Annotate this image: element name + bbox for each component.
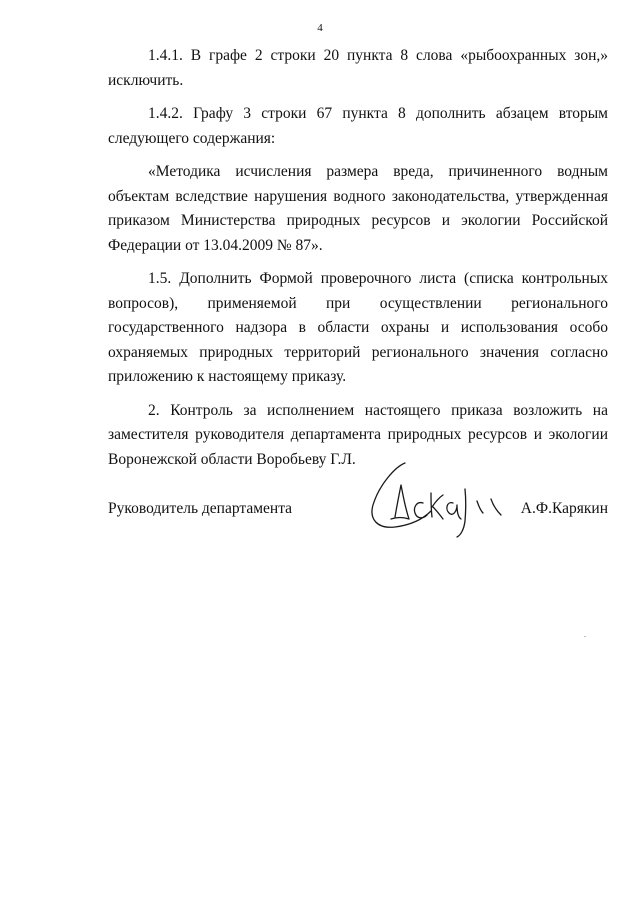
signatory-name: А.Ф.Карякин <box>520 500 608 517</box>
paragraph-methodology-quote: «Методика исчисления размера вреда, причиненного водным объектам вследствие нарушения водного законодательства, утвержденная приказом Министерства природных ресурсов и экологии Российской Федерации от 13.04.2009 № 87». <box>108 163 608 254</box>
signatory-position: Руководитель департамента <box>108 500 293 517</box>
scan-speck <box>584 636 586 637</box>
page-number: 4 <box>317 22 323 34</box>
paragraph-1-4-2: 1.4.2. Графу 3 строки 67 пункта 8 дополнить абзацем вторым следующего содержания: <box>108 105 608 147</box>
document-body <box>108 44 608 481</box>
signature-block <box>108 496 608 526</box>
paragraph-1-4-1: 1.4.1. В графе 2 строки 20 пункта 8 слова «рыбоохранных зон,» исключить. <box>108 47 608 89</box>
paragraph-1-5: 1.5. Дополнить Формой проверочного листа (списка контрольных вопросов), применяемой при осуществлении регионального государственного надзора в области охраны и использования особо охраняемых природных территорий регионального значения согласно приложению к настоящему приказу. <box>108 270 608 385</box>
handwritten-signature <box>365 455 515 545</box>
paragraph-2: 2. Контроль за исполнением настоящего приказа возложить на заместителя руководителя департамента природных ресурсов и экологии Воронежской области Воробьеву Г.Л. <box>108 401 608 468</box>
